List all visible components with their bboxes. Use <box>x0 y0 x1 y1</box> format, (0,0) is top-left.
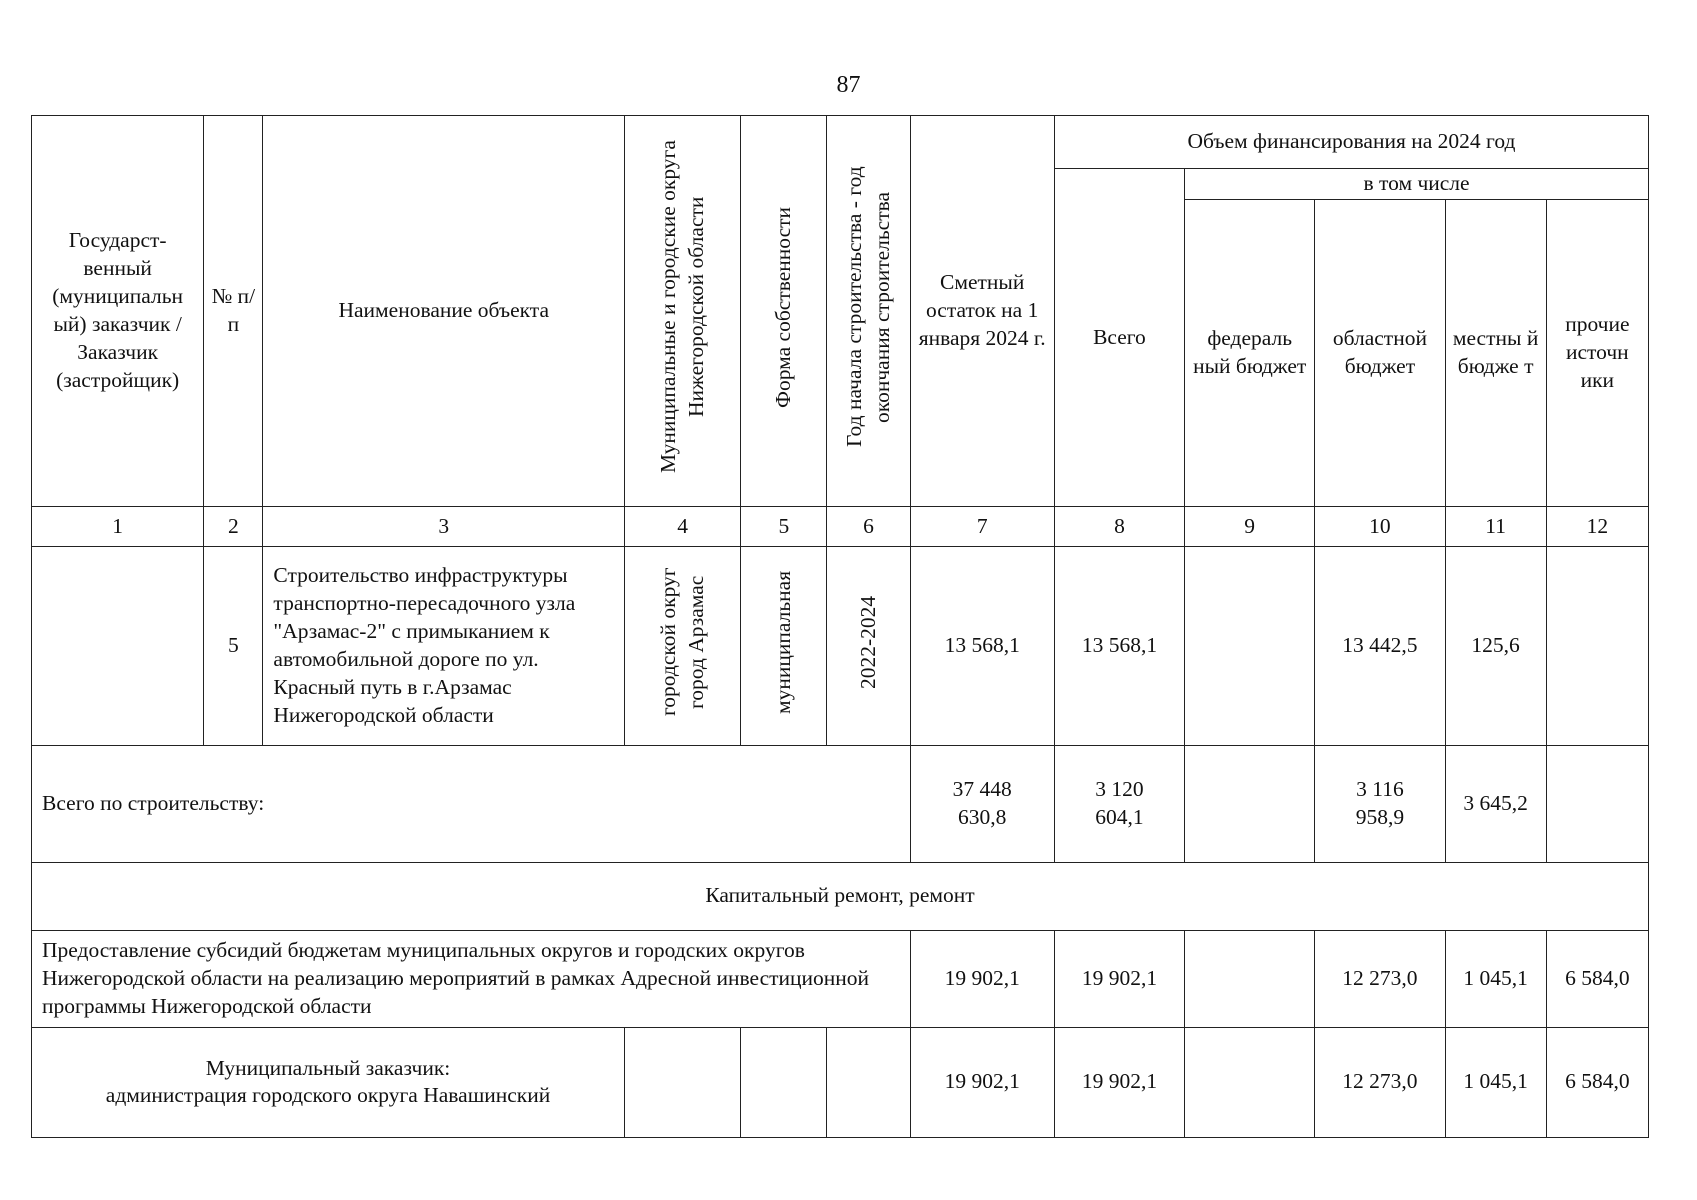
col-number-7: 7 <box>910 507 1054 547</box>
col-number-6: 6 <box>827 507 910 547</box>
col-number-12: 12 <box>1546 507 1648 547</box>
col-number-8: 8 <box>1054 507 1184 547</box>
col-number-10: 10 <box>1315 507 1445 547</box>
object-district: городской округ город Арзамас <box>655 567 708 717</box>
header-ownership-cell <box>741 116 827 507</box>
investment-program-table <box>31 115 1649 1138</box>
col-number-11: 11 <box>1445 507 1546 547</box>
subsidy-other: 6 584,0 <box>1546 930 1648 1027</box>
total-label: Всего по строительству: <box>32 745 911 862</box>
object-ownership-cell <box>741 547 827 746</box>
customer-years <box>827 1027 910 1137</box>
object-local: 125,6 <box>1445 547 1546 746</box>
customer-federal <box>1185 1027 1315 1137</box>
header-years-cell <box>827 116 910 507</box>
total-local: 3 645,2 <box>1445 745 1546 862</box>
customer-local: 1 045,1 <box>1445 1027 1546 1137</box>
total-other <box>1546 745 1648 862</box>
col-number-4: 4 <box>625 507 741 547</box>
customer-label <box>32 1027 625 1137</box>
object-customer <box>32 547 204 746</box>
total-remainder: 37 448 630,8 <box>910 745 1054 862</box>
subsidy-regional: 12 273,0 <box>1315 930 1445 1027</box>
object-name: Строительство инфраструктуры транспортно-пересадочного узла "Арзамас-2" с примыканием к автомобильной дороге по ул. Красный путь в г.Арзамас Нижегородской области <box>263 547 625 746</box>
customer-total: 19 902,1 <box>1054 1027 1184 1137</box>
header-other: прочие источн ики <box>1546 200 1648 507</box>
customer-remainder: 19 902,1 <box>910 1027 1054 1137</box>
table-row-customer <box>32 1027 1649 1137</box>
object-other <box>1546 547 1648 746</box>
header-district: Муниципальные и городские округа Нижегородской области <box>655 140 708 474</box>
header-local: местны й бюдже т <box>1445 200 1546 507</box>
customer-district <box>625 1027 741 1137</box>
header-district-cell <box>625 116 741 507</box>
customer-ownership <box>741 1027 827 1137</box>
customer-label-line2: администрация городского округа Навашинский <box>105 1083 551 1108</box>
header-years: Год начала строительства - год окончания строительства <box>841 166 894 448</box>
subsidy-total: 19 902,1 <box>1054 930 1184 1027</box>
total-regional: 3 116 958,9 <box>1315 745 1445 862</box>
customer-regional: 12 273,0 <box>1315 1027 1445 1137</box>
page-number: 87 <box>836 72 861 98</box>
header-number: № п/п <box>204 116 263 507</box>
subsidy-local: 1 045,1 <box>1445 930 1546 1027</box>
header-federal: федераль ный бюджет <box>1185 200 1315 507</box>
customer-other: 6 584,0 <box>1546 1027 1648 1137</box>
subsidy-federal <box>1185 930 1315 1027</box>
header-including: в том числе <box>1185 169 1649 200</box>
subsidy-remainder: 19 902,1 <box>910 930 1054 1027</box>
customer-label-line1: Муниципальный заказчик: <box>205 1055 451 1080</box>
total-sum: 3 120 604,1 <box>1054 745 1184 862</box>
header-object-name: Наименование объекта <box>263 116 625 507</box>
header-total: Всего <box>1054 169 1184 507</box>
object-district-cell <box>625 547 741 746</box>
total-federal <box>1185 745 1315 862</box>
object-total: 13 568,1 <box>1054 547 1184 746</box>
col-number-1: 1 <box>32 507 204 547</box>
header-regional: областной бюджет <box>1315 200 1445 507</box>
header-funding-title: Объем финансирования на 2024 год <box>1054 116 1648 169</box>
section-title: Капитальный ремонт, ремонт <box>32 862 1649 930</box>
header-ownership: Форма собственности <box>770 206 795 408</box>
object-regional: 13 442,5 <box>1315 547 1445 746</box>
col-number-5: 5 <box>741 507 827 547</box>
object-federal <box>1185 547 1315 746</box>
col-number-2: 2 <box>204 507 263 547</box>
col-number-9: 9 <box>1185 507 1315 547</box>
table-row-object <box>32 547 1649 746</box>
object-number: 5 <box>204 547 263 746</box>
header-customer: Государст-венный (муниципальн ый) заказчик / Заказчик (застройщик) <box>32 116 204 507</box>
table-row-subsidy <box>32 930 1649 1027</box>
object-ownership: муниципальная <box>770 570 795 714</box>
col-number-3: 3 <box>263 507 625 547</box>
header-remainder: Сметный остаток на 1 января 2024 г. <box>910 116 1054 507</box>
object-years: 2022-2024 <box>855 595 880 689</box>
subsidy-label: Предоставление субсидий бюджетам муниципальных округов и городских округов Нижегородской области на реализацию мероприятий в рамках Адресной инвестиционной программы Нижегородской области <box>32 930 911 1027</box>
object-years-cell <box>827 547 910 746</box>
object-remainder: 13 568,1 <box>910 547 1054 746</box>
table-row-total <box>32 745 1649 862</box>
